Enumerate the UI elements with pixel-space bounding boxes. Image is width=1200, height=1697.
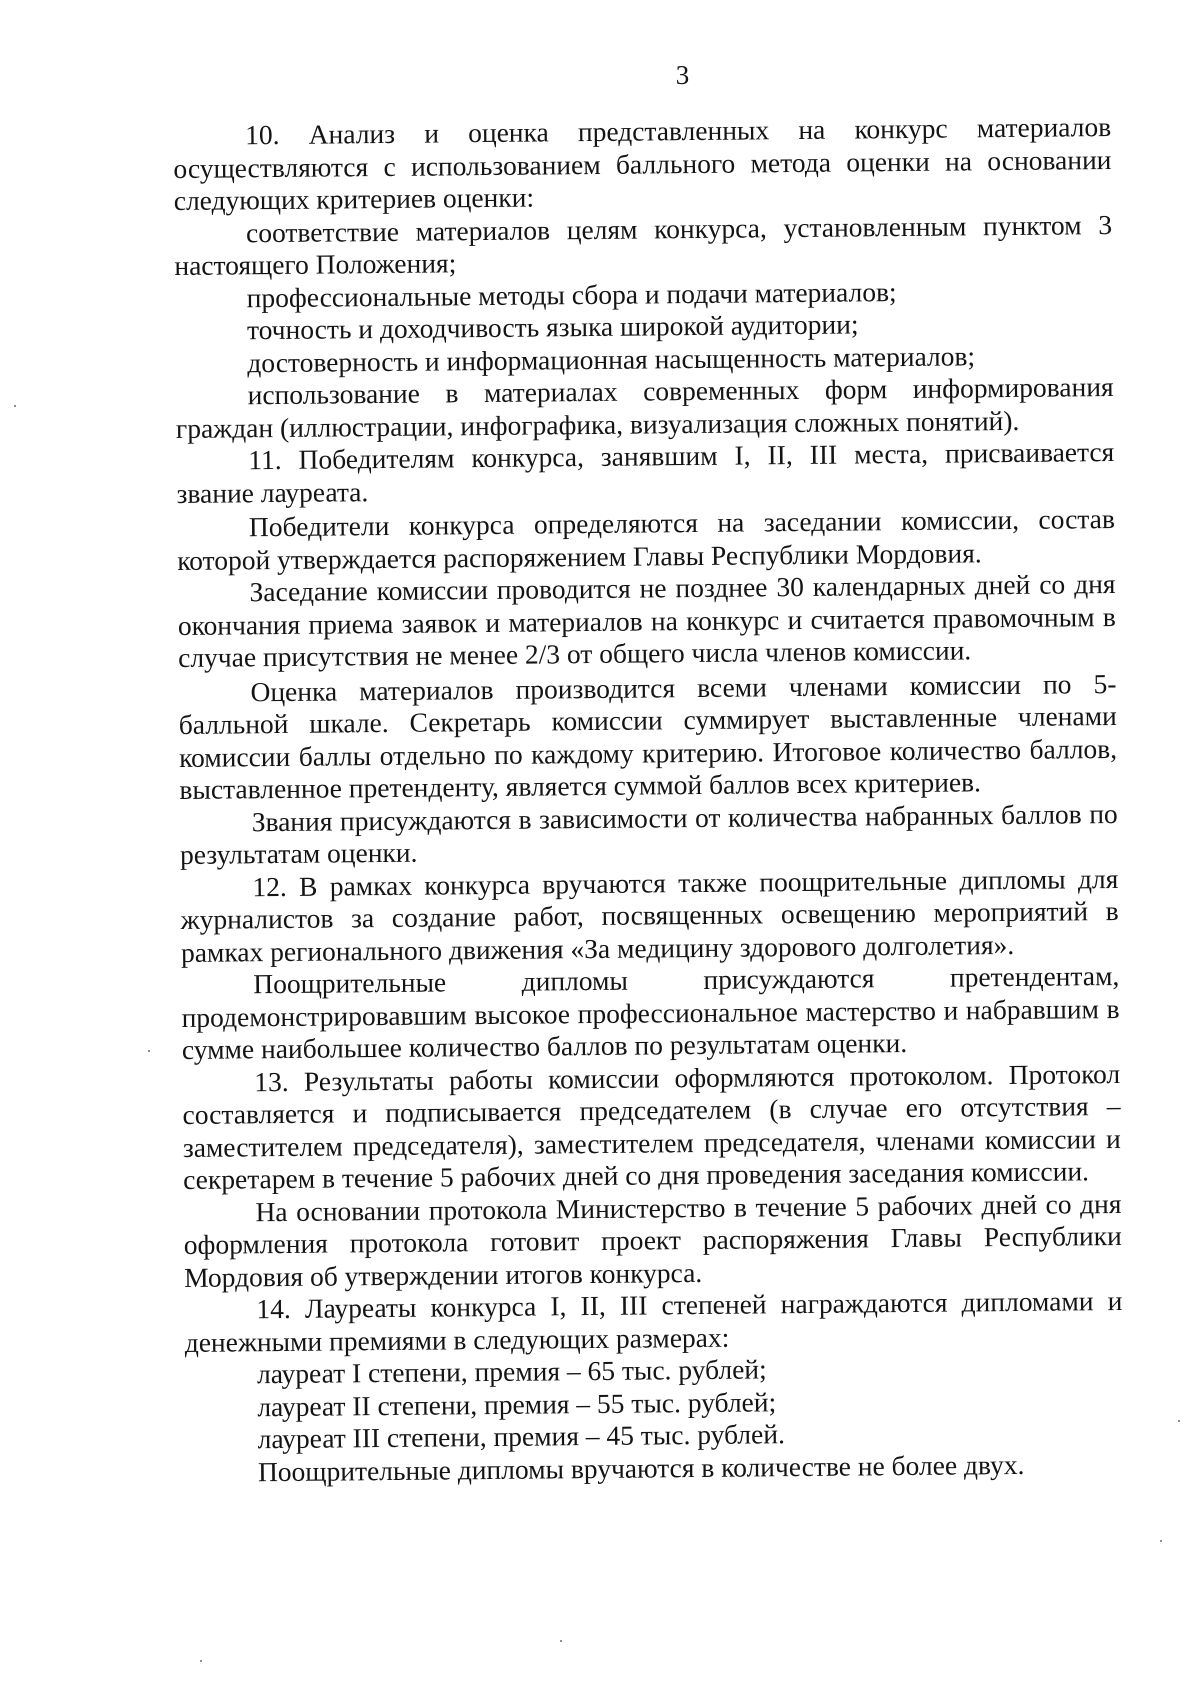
criterion-item: профессиональные методы сбора и подачи материалов; xyxy=(246,275,897,313)
prize-item: лауреат III степени, премия – 45 тыс. рублей. xyxy=(257,1418,786,1455)
prize-item: лауреат II степени, премия – 55 тыс. рублей; xyxy=(257,1385,777,1422)
paragraph-12: 12. В рамках конкурса вручаются также поощрительные дипломы для журналистов за создание работ, посвященных освещению мероприятий в рамках регионального движения «За медицину здорового долголетия». xyxy=(180,862,1119,968)
scan-speck xyxy=(1160,1540,1162,1542)
paragraph-meeting: Заседание комиссии проводится не позднее 30 календарных дней со дня окончания приема заявок и материалов на конкурс и считается правомочным в случае присутствия не менее 2/3 от общего числа членов комиссии. xyxy=(177,567,1116,673)
criterion-item: точность и доходчивость языка широкой аудитории; xyxy=(246,308,859,346)
paragraph-10-intro: 10. Анализ и оценка представленных на конкурс материалов осуществляются с использованием балльного метода оценки на основании следующих критериев оценки: xyxy=(173,110,1112,216)
paragraph-13: 13. Результаты работы комиссии оформляются протоколом. Протокол составляется и подписывается председателем (в случае его отсутствия – заместителем председателя), заместителем председателя, членами комиссии и секретарем в течение 5 рабочих дней со дня проведения заседания комиссии. xyxy=(182,1057,1121,1195)
paragraph-scoring: Оценка материалов производится всеми членами комиссии по 5-балльной шкале. Секретарь комиссии суммирует выставленные членами комиссии баллы отдельно по каждому критерию. Итоговое количество баллов, выставленное претенденту, является суммой баллов всех критериев. xyxy=(178,667,1118,805)
paragraph-titles: Звания присуждаются в зависимости от количества набранных баллов по результатам оценки. xyxy=(179,797,1118,870)
criterion-item: достоверность и информационная насыщенность материалов; xyxy=(247,339,976,378)
scan-speck xyxy=(148,1050,150,1052)
paragraph-incentive-diplomas: Поощрительные дипломы присуждаются претендентам, продемонстрировавшим высокое профессиональное мастерство и набравшим в сумме наибольшее количество баллов по результатам оценки. xyxy=(181,959,1120,1065)
document-body xyxy=(173,111,1124,1489)
paragraph-ministry: На основании протокола Министерство в течение 5 рабочих дней со дня оформления протокола готовит проект распоряжения Главы Республики Мордовия об утверждении итогов конкурса. xyxy=(183,1187,1122,1293)
scan-speck xyxy=(1178,1420,1180,1422)
paragraph-11: 11. Победителям конкурса, занявшим I, II, III места, присваивается звание лауреата. xyxy=(176,435,1115,509)
paragraph-diploma-count: Поощрительные дипломы вручаются в количестве не более двух. xyxy=(257,1448,1025,1487)
paragraph-14: 14. Лауреаты конкурса I, II, III степеней награждаются дипломами и денежными премиями в следующих размерах: xyxy=(184,1284,1123,1358)
page-number: 3 xyxy=(675,60,690,90)
criterion-item: соответствие материалов целям конкурса, установленным пунктом 3 настоящего Положения; xyxy=(174,208,1113,281)
prize-item: лауреат I степени, премия – 65 тыс. рублей; xyxy=(256,1353,767,1390)
criterion-item: использование в материалах современных форм информирования граждан (иллюстрации, инфографика, визуализация сложных понятий). xyxy=(175,370,1114,444)
paragraph-winners: Победители конкурса определяются на заседании комиссии, состав которой утверждается распоряжением Главы Республики Мордовия. xyxy=(177,502,1116,576)
scan-speck xyxy=(14,405,16,407)
scan-speck xyxy=(200,1660,202,1662)
scan-speck xyxy=(560,1640,562,1642)
